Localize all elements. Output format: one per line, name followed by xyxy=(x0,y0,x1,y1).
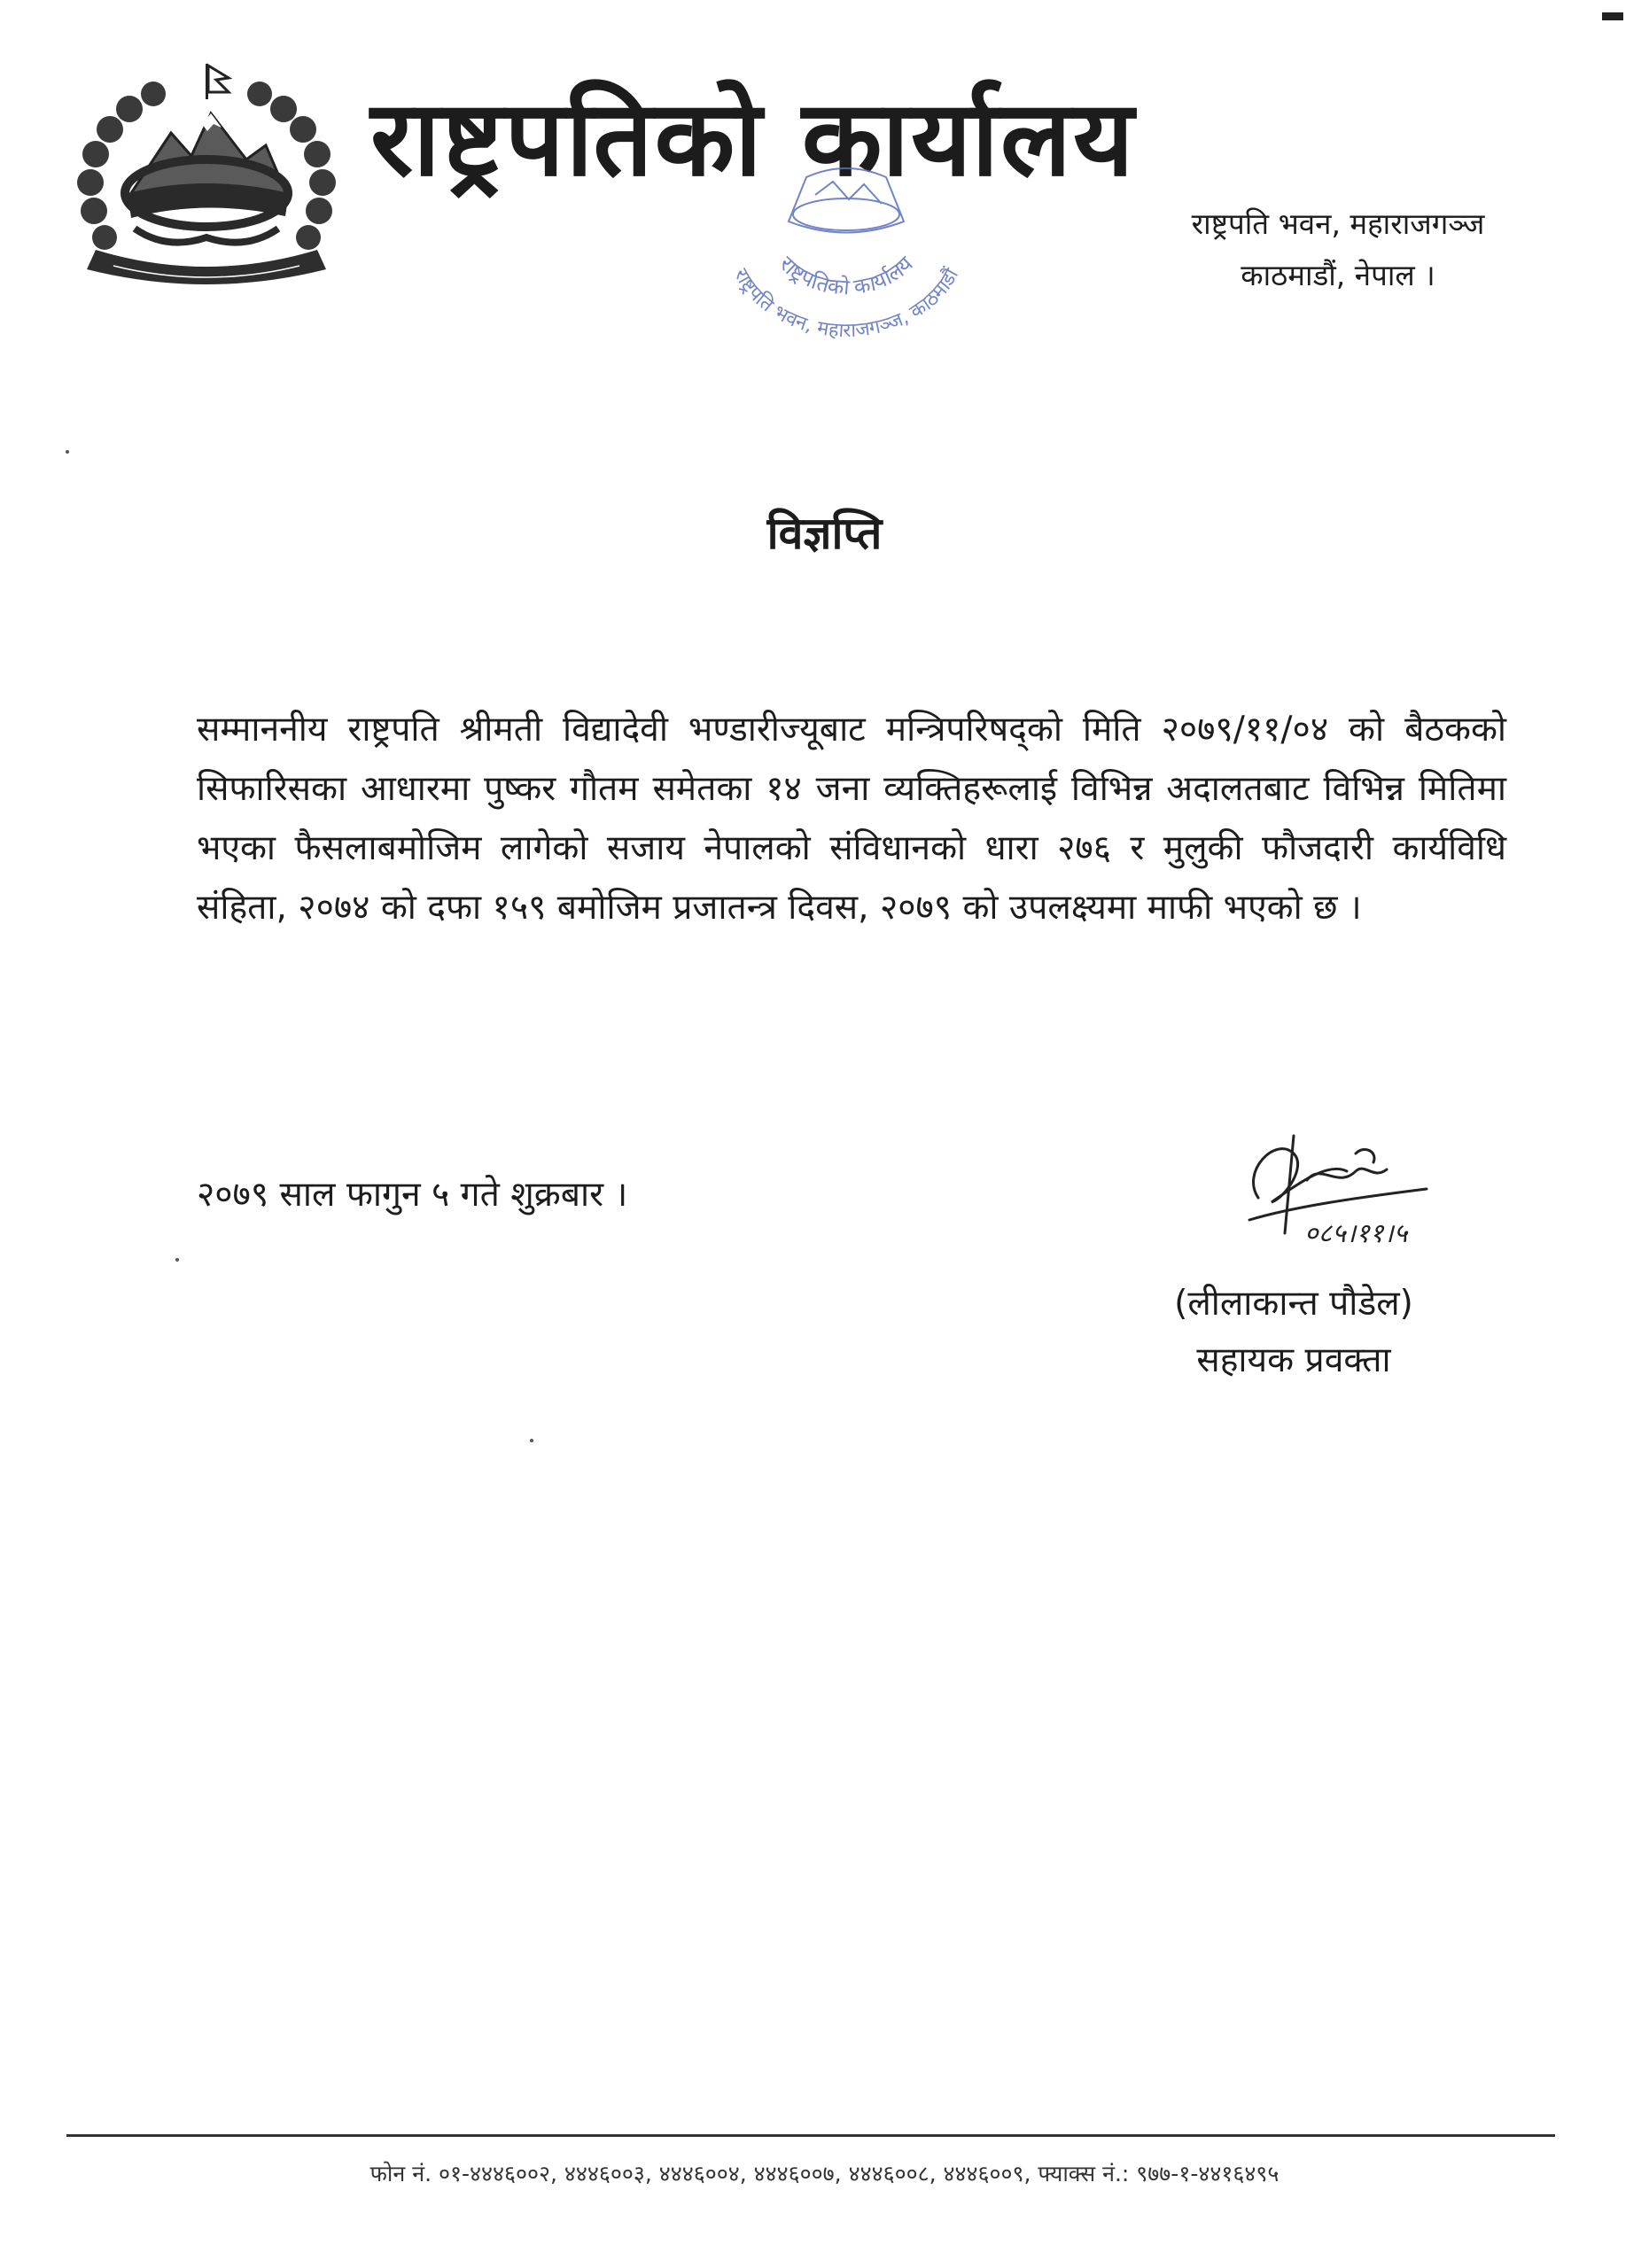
signatory-name: (लीलाकान्त पौडेल) xyxy=(1174,1284,1413,1324)
nepal-emblem-icon xyxy=(69,60,344,292)
office-address xyxy=(1152,198,1524,301)
signatory-designation: सहायक प्रवक्ता xyxy=(1196,1340,1391,1380)
office-title: राष्ट्रपतिको कार्यालय xyxy=(370,77,1136,199)
scan-speck xyxy=(175,1258,179,1262)
corner-mark xyxy=(1602,12,1623,20)
stamp-line-1: राष्ट्रपतिको कार्यालय xyxy=(774,251,918,300)
notice-date: २०७९ साल फागुन ५ गते शुक्रबार । xyxy=(197,1175,628,1215)
signature-date: ०८५।११।५ xyxy=(1304,1218,1408,1249)
handwritten-signature xyxy=(1223,1118,1435,1269)
document-heading: विज्ञप्ति xyxy=(766,508,883,559)
address-line-2: काठमाडौं, नेपाल । xyxy=(1241,258,1435,292)
footer-contact: फोन नं. ०१-४४४६००२, ४४४६००३, ४४४६००४, ४४४६००७, ४४४६००८, ४४४६००९, फ्याक्स नं.: ९७७-१-४४१६४९५ xyxy=(369,2161,1280,2186)
footer-divider xyxy=(66,2134,1555,2137)
office-stamp xyxy=(700,159,992,346)
svg-text:राष्ट्रपतिको कार्यालय xyxy=(774,251,919,300)
notice-paragraph: सम्माननीय राष्ट्रपति श्रीमती विद्यादेवी भण्डारीज्यूबाट मन्त्रिपरिषद्को मिति २०७९/११/०४ को बैठकको सिफारिसका आधारमा पुष्कर गौतम समेतका १४ जना व्यक्तिहरूलाई विभिन्न अदालतबाट विभिन्न मितिमा भएका फैसलाबमोजिम लागेको सजाय नेपालको संविधानको धारा २७६ र मुलुकी फौजदारी कार्यविधि संहिता, २०७४ को दफा १५९ बमोजिम प्रजातन्त्र दिवस, २०७९ को उपलक्ष्यमा माफी भएको छ । xyxy=(197,710,1506,928)
scan-speck xyxy=(530,1439,533,1442)
address-line-1: राष्ट्रपति भवन, महाराजगञ्ज xyxy=(1191,206,1485,241)
signatory-block xyxy=(1125,1276,1462,1389)
stamp-line-2: राष्ट्रपति भवन, महाराजगञ्ज, काठमाडौं xyxy=(728,265,964,343)
scan-speck xyxy=(66,450,69,454)
notice-body xyxy=(197,700,1506,937)
